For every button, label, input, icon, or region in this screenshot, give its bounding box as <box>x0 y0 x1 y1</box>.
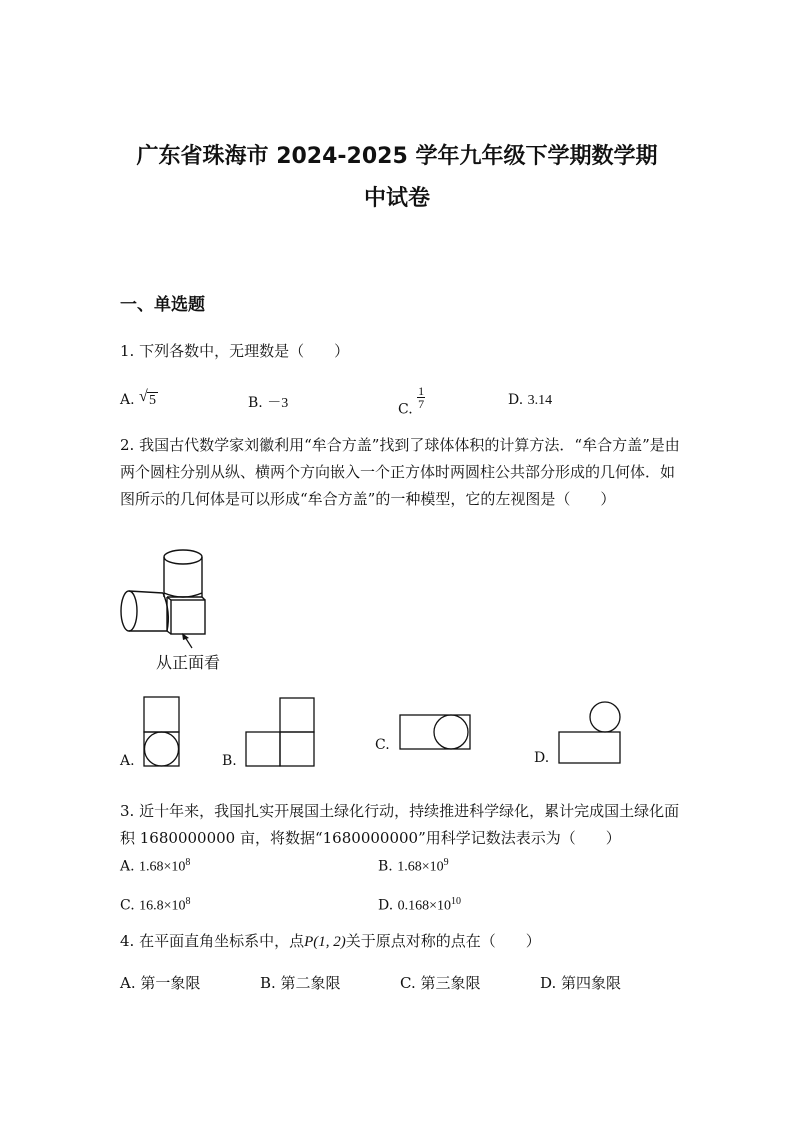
q3-option-d <box>378 896 461 915</box>
q3-option-a <box>120 857 190 876</box>
q4-option-c: C. 第三象限 <box>400 974 481 992</box>
q3-option-b <box>378 857 449 876</box>
q1-option-b-label: B. <box>248 395 263 411</box>
q4-point: P(1, 2) <box>304 934 346 950</box>
q3-option-a-label: A. <box>120 858 135 875</box>
q2-option-c-label: C. <box>375 737 390 753</box>
q3-option-c-exponent: 8 <box>185 896 191 907</box>
page-title-line-2: 中试卷 <box>363 186 430 211</box>
q1-option-d <box>508 392 552 409</box>
q1-option-a-label: A. <box>120 392 135 408</box>
figure-caption: 从正面看 <box>156 653 221 672</box>
option-a-figure <box>143 696 181 768</box>
q1-option-b-value: －3 <box>267 396 289 411</box>
q3-option-d-base: 0.168×10 <box>397 898 452 914</box>
q3-option-d-exponent: 10 <box>451 896 462 907</box>
q3-option-b-base: 1.68×10 <box>397 859 444 875</box>
option-d-figure <box>557 700 623 766</box>
q1-option-b <box>248 392 288 412</box>
q3-option-c-base: 16.8×10 <box>139 898 186 914</box>
q3-option-b-exponent: 9 <box>443 857 449 868</box>
q1-option-a <box>120 388 158 409</box>
option-b-figure <box>245 697 317 768</box>
solid-model-figure <box>115 545 215 650</box>
q3-option-c <box>120 896 191 915</box>
q2-option-a-label: A. <box>120 753 135 769</box>
q4-option-d: D. 第四象限 <box>540 974 622 992</box>
q1-option-c <box>398 385 425 418</box>
question-1-stem: 1. 下列各数中，无理数是（ ） <box>120 342 350 360</box>
q3-option-c-label: C. <box>120 897 135 914</box>
option-c-figure <box>399 713 473 751</box>
q1-option-c-label: C. <box>398 401 413 418</box>
q3-option-a-exponent: 8 <box>185 857 191 868</box>
q3-option-d-label: D. <box>378 897 394 914</box>
question-4-stem <box>120 928 680 956</box>
q1-option-c-numerator: 1 <box>418 384 425 398</box>
q1-option-c-denominator: 7 <box>418 397 425 411</box>
q4-option-a: A. 第一象限 <box>120 974 201 992</box>
q2-option-b-label: B. <box>222 753 237 769</box>
q1-option-d-label: D. <box>508 392 524 408</box>
question-3-stem: 3. 近十年来，我国扎实开展国土绿化行动，持续推进科学绿化，累计完成国土绿化面积 1680000000 亩，将数据“1680000000”用科学记数法表示为（ ） <box>120 802 680 847</box>
sqrt-expression: √ 5 <box>139 388 157 408</box>
q4-option-b: B. 第二象限 <box>260 974 341 992</box>
page-title-line-1: 广东省珠海市 2024-2025 学年九年级下学期数学期 <box>136 144 658 169</box>
q2-option-d-label: D. <box>534 750 550 766</box>
q3-option-b-label: B. <box>378 858 393 875</box>
fraction <box>417 385 425 410</box>
q4-stem-prefix: 4. 在平面直角坐标系中，点 <box>120 932 305 950</box>
question-2-stem: 2. 我国古代数学家刘徽利用“牟合方盖”找到了球体体积的计算方法．“牟合方盖”是由两个圆柱分别从纵、横两个方向嵌入一个正方体时两圆柱公共部分形成的几何体．如图所示的几何体是可以形成“牟合方盖”的一种模型，它的左视图是（ ） <box>120 436 680 508</box>
q3-option-a-base: 1.68×10 <box>139 859 186 875</box>
q1-option-d-value: 3.14 <box>527 393 553 408</box>
q4-stem-suffix: 关于原点对称的点在（ ） <box>345 932 541 950</box>
q1-option-a-radicand: 5 <box>149 393 157 408</box>
section-heading: 一、单选题 <box>120 295 205 315</box>
